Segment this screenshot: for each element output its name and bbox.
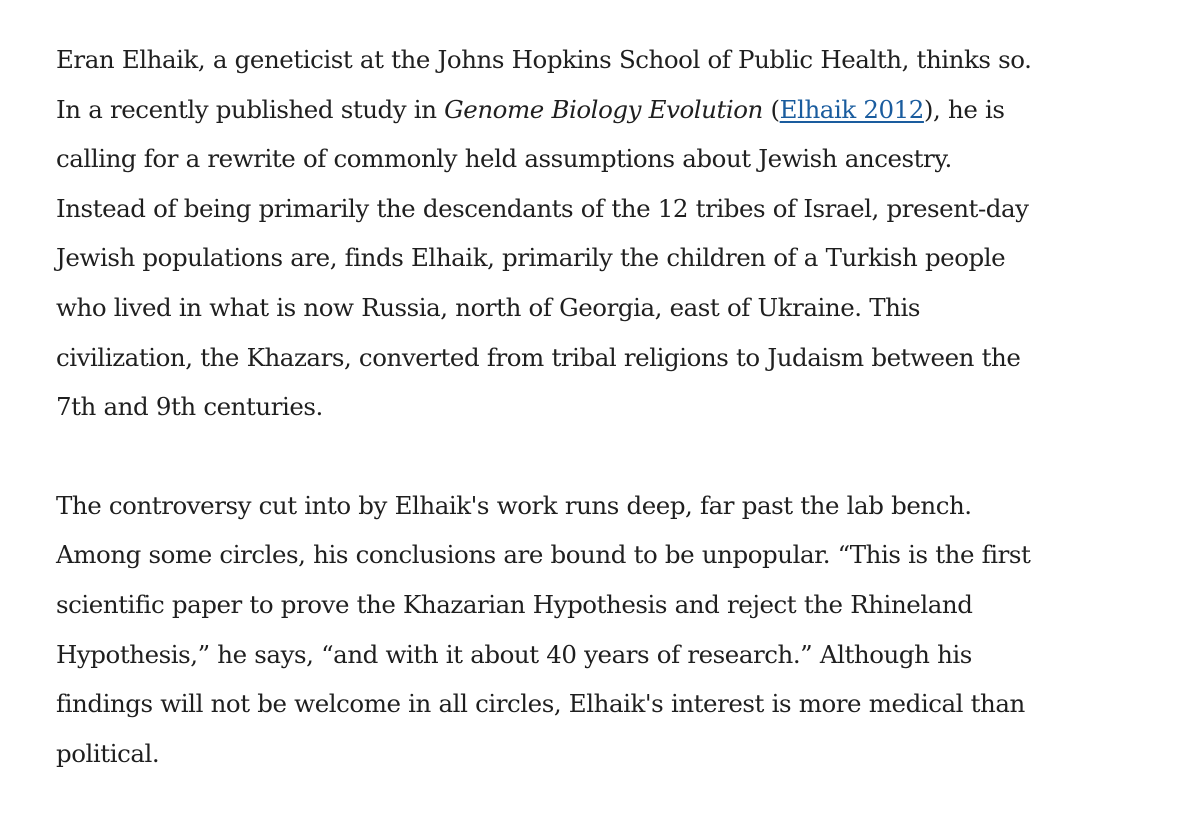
paragraph-1-line-5: Jewish populations are, finds Elhaik, primarily the children of a Turkish people	[56, 243, 1006, 273]
paragraph-2-line-3: scientific paper to prove the Khazarian Hypothesis and reject the Rhineland	[56, 589, 973, 619]
paragraph-1-line-8: 7th and 9th centuries.	[56, 392, 323, 422]
line-2-text-after: ), he is	[923, 94, 1005, 124]
paragraph-1-line-7: civilization, the Khazars, converted from tribal religions to Judaism between the	[56, 342, 1021, 372]
paragraph-2-line-2: Among some circles, his conclusions are bound to be unpopular. “This is the first	[56, 540, 1031, 570]
journal-title: Genome Biology Evolution	[444, 94, 763, 124]
paragraph-2	[56, 481, 1146, 779]
paragraph-1-line-6: who lived in what is now Russia, north of Georgia, east of Ukraine. This	[56, 292, 920, 322]
paragraph-1-line-2	[56, 85, 1146, 135]
citation-link[interactable]: Elhaik 2012	[779, 94, 924, 124]
paragraph-1	[56, 35, 1146, 432]
paragraph-1-line-4: Instead of being primarily the descendants of the 12 tribes of Israel, present-day	[56, 193, 1029, 223]
citation-open: (	[762, 94, 780, 124]
line-2-text-before: In a recently published study in	[56, 94, 445, 124]
paragraph-2-line-5: findings will not be welcome in all circles, Elhaik's interest is more medical than	[56, 689, 1025, 719]
paragraph-1-line-3: calling for a rewrite of commonly held assumptions about Jewish ancestry.	[56, 144, 952, 174]
paragraph-1-line-1: Eran Elhaik, a geneticist at the Johns Hopkins School of Public Health, thinks so.	[56, 45, 1032, 74]
article-body	[56, 35, 1146, 778]
paragraph-2-line-6: political.	[56, 738, 160, 768]
paragraph-2-line-4: Hypothesis,” he says, “and with it about 40 years of research.” Although his	[56, 639, 972, 669]
paragraph-2-line-1: The controversy cut into by Elhaik's work runs deep, far past the lab bench.	[56, 490, 972, 520]
